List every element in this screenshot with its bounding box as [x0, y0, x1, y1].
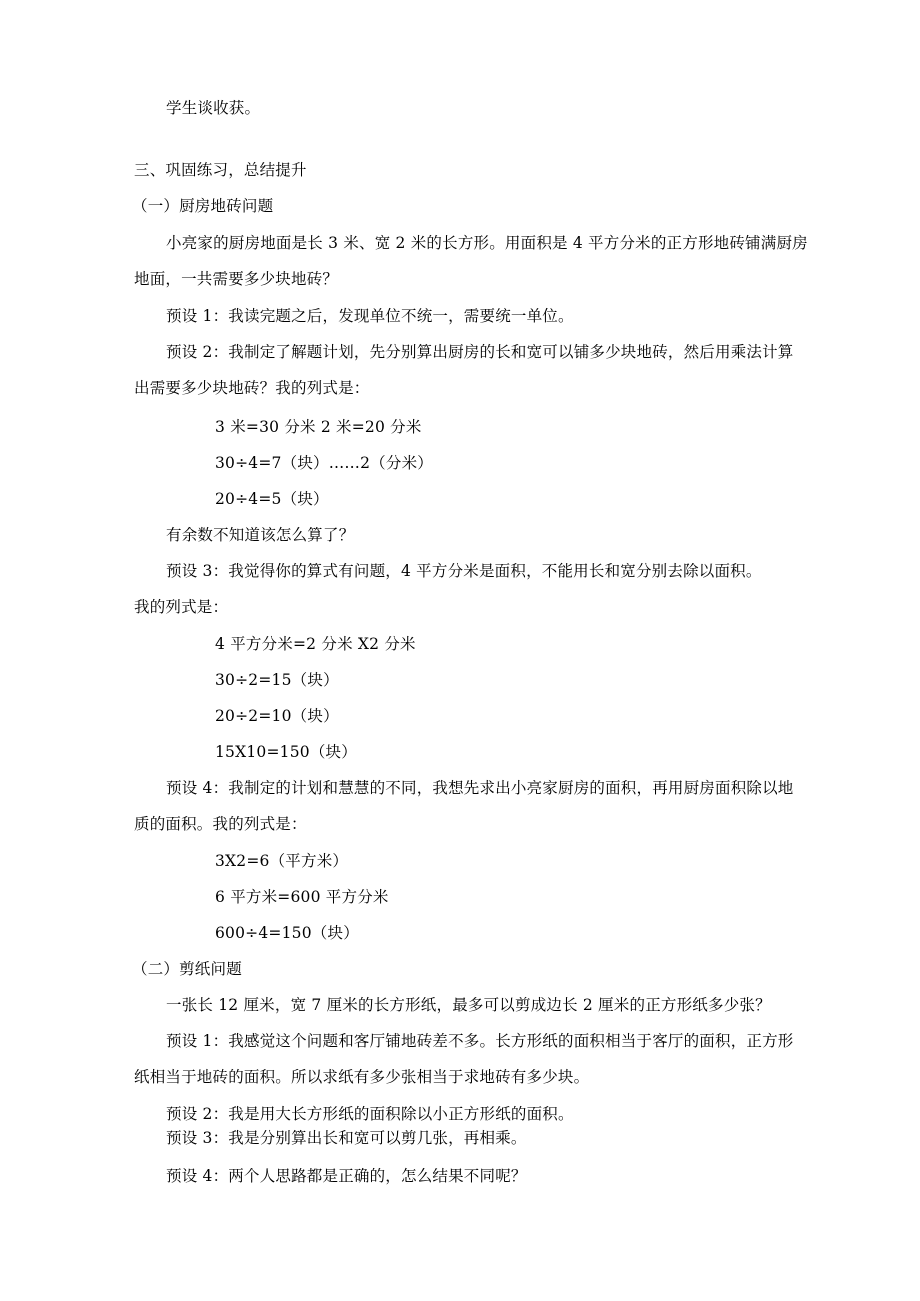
preset-4-text-line-2: 质的面积。我的列式是： [134, 815, 307, 833]
formula-line: 30÷2=15（块） [215, 671, 339, 689]
formula-line: 6 平方米=600 平方分米 [215, 888, 389, 906]
formula-line: 3 米=30 分米 2 米=20 分米 [215, 418, 422, 436]
formula-line: 3X2=6（平方米） [215, 852, 349, 870]
preset-1-text: 预设 1：我读完题之后，发现单位不统一，需要统一单位。 [166, 307, 574, 325]
problem-2-preset-1-line-2: 纸相当于地砖的面积。所以求纸有多少张相当于求地砖有多少块。 [134, 1068, 590, 1086]
paragraph-student-summary: 学生谈收获。 [166, 99, 261, 117]
preset-4-text-line-1: 预设 4：我制定的计划和慧慧的不同，我想先求出小亮家厨房的面积，再用厨房面积除以地 [166, 779, 794, 797]
problem-2-preset-3: 预设 3：我是分别算出长和宽可以剪几张，再相乘。 [166, 1129, 527, 1147]
formula-line: 4 平方分米=2 分米 X2 分米 [215, 635, 416, 653]
preset-3-text: 预设 3：我觉得你的算式有问题，4 平方分米是面积，不能用长和宽分别去除以面积。 [166, 562, 762, 580]
formula-line: 20÷2=10（块） [215, 707, 339, 725]
preset-2-text-line-1: 预设 2：我制定了解题计划，先分别算出厨房的长和宽可以铺多少块地砖，然后用乘法计算 [166, 343, 794, 361]
preset-3-formula-intro: 我的列式是： [134, 598, 229, 616]
subsection-heading-2: （二）剪纸问题 [132, 960, 242, 978]
problem-text-line-1: 小亮家的厨房地面是长 3 米、宽 2 米的长方形。用面积是 4 平方分米的正方形地砖铺满厨房 [166, 234, 808, 252]
problem-text-line-2: 地面，一共需要多少块地砖？ [134, 270, 339, 288]
problem-2-preset-1-line-1: 预设 1：我感觉这个问题和客厅铺地砖差不多。长方形纸的面积相当于客厅的面积，正方形 [166, 1032, 794, 1050]
formula-line: 15X10=150（块） [215, 743, 357, 761]
problem-2-text: 一张长 12 厘米，宽 7 厘米的长方形纸，最多可以剪成边长 2 厘米的正方形纸多少张？ [166, 996, 771, 1014]
subsection-heading-1: （一）厨房地砖问题 [132, 197, 274, 215]
formula-line: 20÷4=5（块） [215, 490, 329, 508]
problem-2-preset-2: 预设 2：我是用大长方形纸的面积除以小正方形纸的面积。 [166, 1105, 574, 1123]
problem-2-preset-4: 预设 4：两个人思路都是正确的，怎么结果不同呢？ [166, 1167, 527, 1185]
preset-2-text-line-2: 出需要多少块地砖？我的列式是： [134, 379, 370, 397]
question-remainder: 有余数不知道该怎么算了？ [166, 526, 355, 544]
formula-line: 30÷4=7（块）……2（分米） [215, 454, 433, 472]
formula-line: 600÷4=150（块） [215, 924, 359, 942]
section-heading-3: 三、巩固练习，总结提升 [134, 161, 307, 179]
